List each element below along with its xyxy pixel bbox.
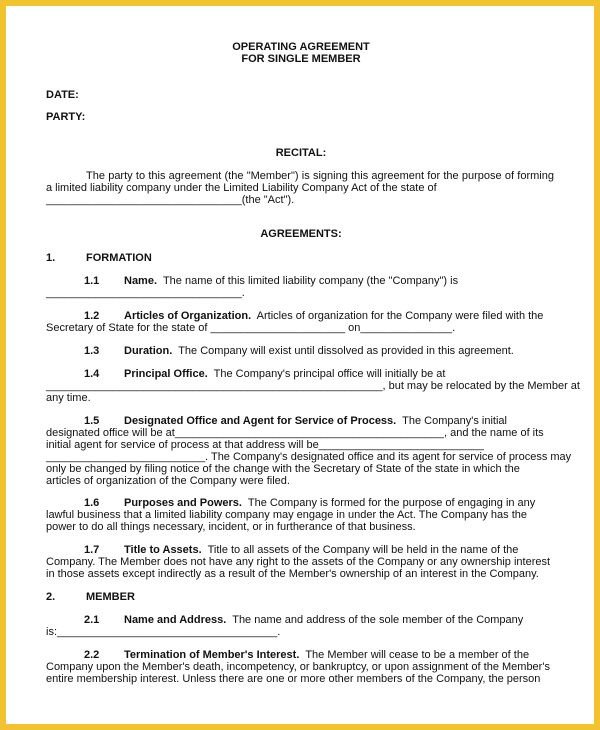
subsection-number: 1.1	[84, 275, 100, 287]
subsection-body: any time.	[46, 392, 91, 404]
subsection-title: Duration.	[124, 345, 173, 357]
subsection-number: 2.1	[84, 614, 100, 626]
subsection-title: Name and Address.	[124, 614, 227, 626]
subsection-body: Title to all assets of the Company will be held in the name of the	[207, 544, 519, 556]
doc-title-line1: OPERATING AGREEMENT	[232, 41, 370, 53]
section-number: 1.	[46, 252, 56, 264]
subsection-body: ________________________________.	[46, 287, 245, 299]
section-title: FORMATION	[86, 252, 152, 264]
subsection-number: 1.2	[84, 310, 100, 322]
subsection-number: 1.3	[84, 345, 100, 357]
subsection-body: The Company is formed for the purpose of engaging in any	[247, 497, 536, 509]
doc-title-line2: FOR SINGLE MEMBER	[241, 53, 361, 65]
subsection-number: 1.4	[84, 368, 100, 380]
subsection-text	[124, 614, 523, 626]
subsection-body: only be changed by filing notice of the change with the Secretary of State of the state in which the	[46, 463, 520, 475]
subsection-text	[124, 649, 529, 661]
subsection-title: Purposes and Powers.	[124, 497, 242, 509]
subsection-body: articles of organization of the Company were filed.	[46, 475, 290, 487]
subsection-text	[124, 310, 543, 322]
subsection-title: Name.	[124, 275, 158, 287]
subsection-body: The Member will cease to be a member of the	[305, 649, 530, 661]
subsection-body: lawful business that a limited liability company may engage in under the Act. The Company has the	[46, 509, 528, 521]
date-label: DATE:	[46, 89, 79, 101]
recital-heading: RECITAL:	[275, 147, 327, 159]
subsection-number: 1.5	[84, 415, 100, 427]
subsection-body: power to do all things necessary, incident, or in furtherance of that business.	[46, 521, 416, 533]
subsection-text	[124, 345, 514, 357]
subsection-body: The Company's principal office will initially be at	[213, 368, 446, 380]
subsection-body: The name and address of the sole member of the Company	[232, 614, 524, 626]
subsection-body: Company. The Member does not have any right to the assets of the Company or any ownership interest	[46, 556, 551, 568]
subsection-title: Principal Office.	[124, 368, 208, 380]
party-label: PARTY:	[46, 111, 86, 123]
subsection-body: _______________________________________________________, but may be relocated by the Member at	[46, 380, 580, 392]
subsection-body: in those assets except indirectly as a result of the Member's ownership of an interest in the Company.	[46, 568, 539, 580]
subsection-title: Designated Office and Agent for Service of Process.	[124, 415, 397, 427]
recital-line: ________________________________(the "Act").	[46, 194, 295, 206]
subsection-body: initial agent for service of process at that address will be___________________________	[46, 439, 484, 451]
subsection-body: The Company will exist until dissolved as provided in this agreement.	[178, 345, 514, 357]
subsection-body: Company upon the Member's death, incompetency, or bankruptcy, or upon assignment of the Member's	[46, 661, 550, 673]
subsection-text	[124, 368, 445, 380]
subsection-title: Title to Assets.	[124, 544, 202, 556]
recital-line: The party to this agreement (the "Member") is signing this agreement for the purpose of forming	[86, 170, 554, 182]
subsection-body: is:____________________________________.	[46, 626, 281, 638]
subsection-body: entire membership interest. Unless there are one or more other members of the Company, the person	[46, 673, 541, 685]
subsection-number: 1.6	[84, 497, 100, 509]
recital-line: a limited liability company under the Limited Liability Company Act of the state of	[46, 182, 437, 194]
section-number: 2.	[46, 591, 56, 603]
subsection-title: Termination of Member's Interest.	[124, 649, 300, 661]
subsection-text	[124, 415, 507, 427]
subsection-number: 1.7	[84, 544, 100, 556]
subsection-body: designated office will be at____________________________________________, and the name of its	[46, 427, 544, 439]
subsection-body: Secretary of State for the state of ______________________ on_______________.	[46, 322, 456, 334]
subsection-body: The Company's initial	[402, 415, 507, 427]
subsection-number: 2.2	[84, 649, 100, 661]
subsection-text	[124, 497, 535, 509]
section-title: MEMBER	[86, 591, 135, 603]
subsection-body: The name of this limited liability company (the "Company") is	[162, 275, 459, 287]
agreements-heading: AGREEMENTS:	[260, 228, 342, 240]
subsection-body: __________________________. The Company's designated office and its agent for service of process may	[46, 451, 572, 463]
document-page	[6, 6, 594, 724]
subsection-body: Articles of organization for the Company were filed with the	[256, 310, 544, 322]
subsection-text	[124, 275, 458, 287]
subsection-text	[124, 544, 518, 556]
subsection-title: Articles of Organization.	[124, 310, 252, 322]
